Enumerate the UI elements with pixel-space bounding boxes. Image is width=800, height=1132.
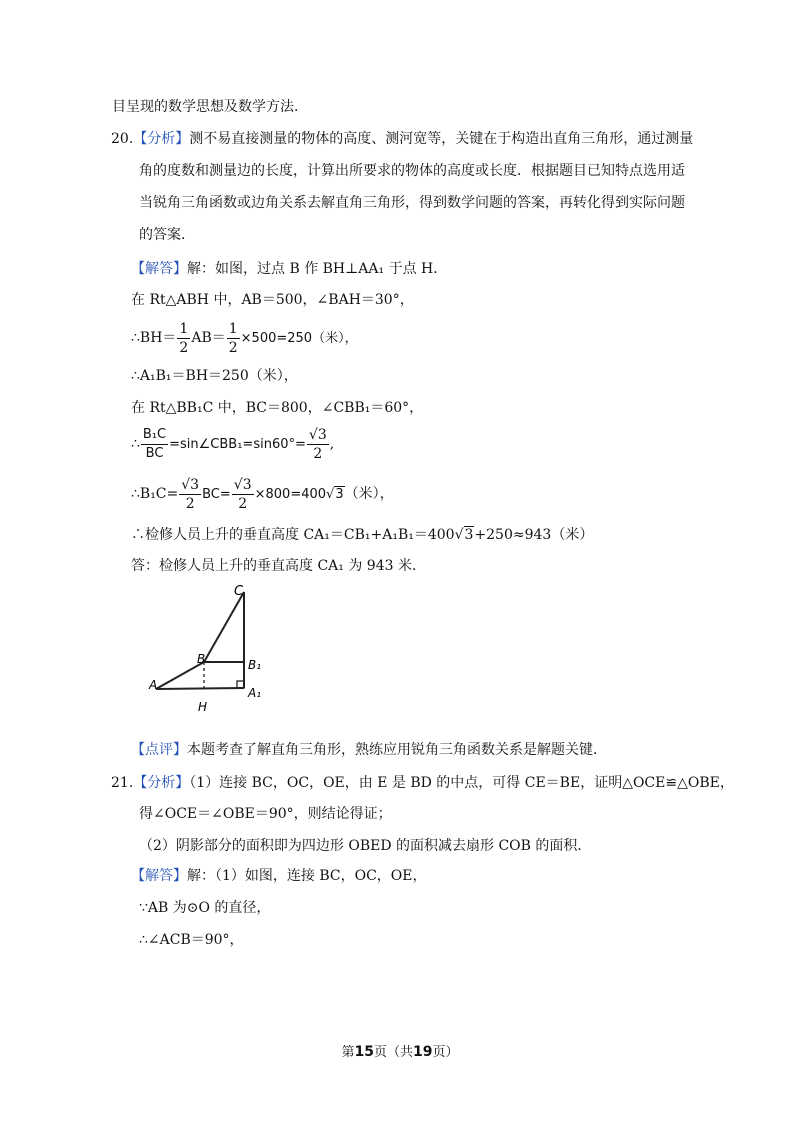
- analysis-tag: 【分析】: [133, 131, 190, 147]
- answer-line-21: [131, 866, 427, 886]
- text-line: 目呈现的数学思想及数学方法．: [112, 99, 308, 115]
- text-run: 页）: [432, 1045, 459, 1060]
- text-run: ∴检修人员上升的垂直高度 CA₁＝CB₁+A₁B₁＝400: [131, 527, 455, 543]
- denominator: BC: [145, 445, 164, 461]
- denominator: 2: [313, 445, 323, 462]
- radicand: 3: [464, 527, 474, 543]
- numerator: √3: [181, 476, 200, 493]
- numerator: √3: [233, 476, 252, 493]
- text-line: 当锐角三角函数或边角关系去解直角三角形，得到数学问题的答案，再转化得到实际问题: [139, 195, 685, 211]
- sqrt: √3: [454, 527, 474, 543]
- segment-aa1: [156, 688, 244, 689]
- sqrt: √3: [326, 487, 344, 502]
- question-number: 21.: [111, 775, 134, 791]
- label-b1: B₁: [248, 658, 262, 672]
- fraction: [232, 476, 254, 513]
- text-line: （2）阴影部分的面积即为四边形 OBED 的面积减去扇形 COB 的面积．: [139, 838, 592, 854]
- denominator: 2: [179, 339, 189, 356]
- text-run: AB＝: [191, 330, 226, 346]
- text-run: +250≈943（米）: [474, 527, 594, 543]
- question-21-analysis-line-1: [111, 773, 734, 793]
- segment-ab: [156, 662, 204, 689]
- text-run: 本题考查了解直角三角形，熟练应用锐角三角函数关系是解题关键．: [187, 742, 607, 758]
- text-line: ∴A₁B₁＝BH＝250（米），: [131, 368, 298, 384]
- formula-b1c: [131, 474, 394, 515]
- fraction: [307, 426, 329, 463]
- text-run: 测不易直接测量的物体的高度、测河宽等，关键在于构造出直角三角形，通过测量: [189, 131, 694, 147]
- geometry-figure: [140, 578, 280, 718]
- label-a: A: [149, 678, 158, 692]
- formula-bh: [131, 318, 358, 359]
- text-run: BC=: [202, 487, 231, 502]
- text-run: 页（共: [373, 1045, 413, 1060]
- comment-line: [131, 740, 607, 760]
- text-line: 得∠OCE＝∠OBE＝90°，则结论得证；: [139, 806, 392, 822]
- fraction: [227, 320, 240, 357]
- denominator: 2: [185, 495, 195, 512]
- label-c: C: [234, 584, 244, 599]
- text-line: 的答案．: [139, 227, 195, 243]
- text-line: 答：检修人员上升的垂直高度 CA₁ 为 943 米．: [131, 558, 426, 574]
- text-run: ×800=400: [254, 487, 327, 502]
- numerator: B₁C: [141, 426, 168, 445]
- question-number: 20.: [111, 131, 134, 147]
- text-run: ∴B₁C=: [131, 486, 179, 502]
- text-run: 第: [341, 1045, 355, 1060]
- text-run: （1）连接 BC，OC，OE，由 E 是 BD 的中点，可得 CE＝BE，证明△OCE≌△OBE，: [189, 775, 734, 791]
- radicand: 3: [190, 476, 200, 493]
- fraction: [179, 476, 201, 513]
- label-a1: A₁: [248, 686, 262, 700]
- numerator: 1: [228, 320, 238, 337]
- fraction: [141, 426, 168, 463]
- text-line: ∴∠ACB＝90°，: [139, 932, 244, 948]
- answer-line-1: [131, 259, 447, 279]
- text-run: （米），: [344, 486, 394, 502]
- text-run: =sin∠CBB₁=sin60°=: [169, 437, 306, 452]
- answer-tag: 【解答】: [131, 868, 187, 884]
- text-line: ∵AB 为⊙O 的直径，: [139, 900, 271, 916]
- radicand: 3: [317, 426, 327, 443]
- denominator: 2: [238, 495, 248, 512]
- text-line: 角的度数和测量边的长度，计算出所要求的物体的高度或长度．根据题目已知特点选用适: [139, 163, 685, 179]
- text-run: 解：如图，过点 B 作 BH⊥AA₁ 于点 H．: [187, 261, 448, 277]
- page-total: 19: [413, 1044, 433, 1060]
- formula-sin: [131, 424, 334, 465]
- segment-cb: [204, 592, 244, 662]
- text-run: 解：（1）如图，连接 BC，OC，OE，: [187, 868, 427, 884]
- text-run: ×500=250（米），: [240, 331, 358, 346]
- text-line: 在 Rt△BB₁C 中，BC＝800，∠CBB₁＝60°，: [131, 400, 424, 416]
- numerator: 1: [179, 320, 189, 337]
- answer-tag: 【解答】: [131, 261, 187, 277]
- fraction: [177, 320, 190, 357]
- numerator: √3: [308, 426, 327, 443]
- formula-height: [131, 525, 593, 545]
- radicand: 3: [242, 476, 252, 493]
- page-footer: [0, 1041, 800, 1060]
- label-b: B: [197, 652, 206, 666]
- text-run: ∴BH＝: [131, 330, 177, 346]
- right-angle-mark: [237, 681, 244, 688]
- text-run: ,: [329, 436, 335, 452]
- comment-tag: 【点评】: [131, 742, 187, 758]
- radicand: 3: [335, 487, 344, 502]
- analysis-tag: 【分析】: [133, 775, 190, 791]
- page-number: 15: [354, 1044, 374, 1060]
- question-20-analysis-line-1: [111, 129, 693, 149]
- text-run: ∴: [131, 436, 140, 452]
- text-line: 在 Rt△ABH 中，AB＝500，∠BAH＝30°，: [131, 292, 414, 308]
- denominator: 2: [228, 339, 238, 356]
- label-h: H: [198, 700, 208, 714]
